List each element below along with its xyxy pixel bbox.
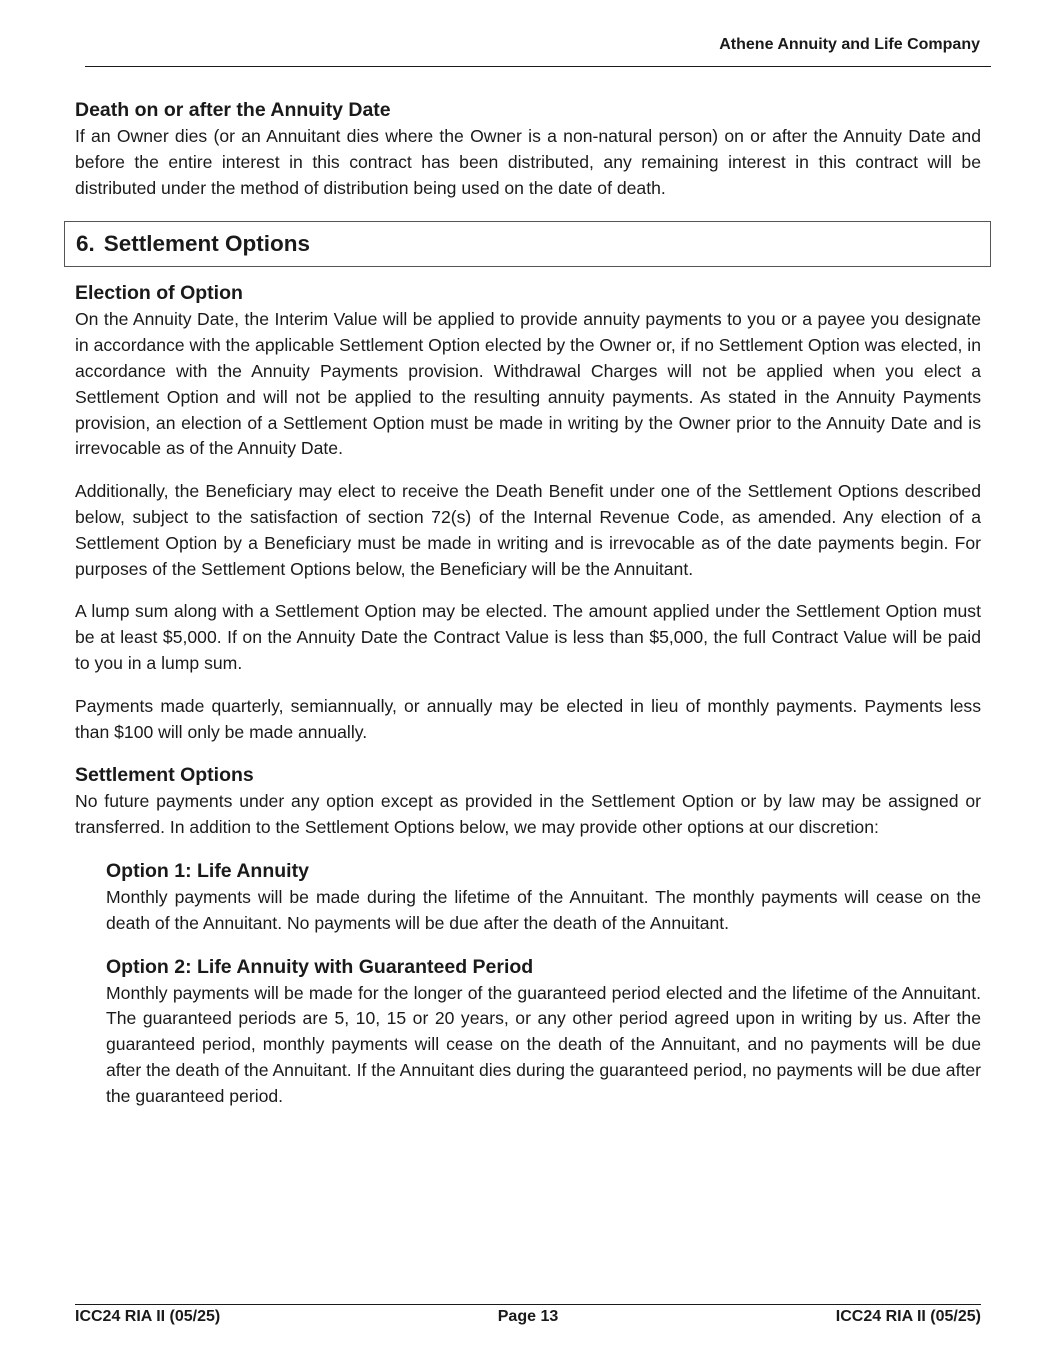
page-content	[75, 98, 981, 1110]
option-2-text: Monthly payments will be made for the longer of the guaranteed period elected and the lifetime of the Annuitant. The guaranteed periods are 5, 10, 15 or 20 years, or any other period agreed upon in writing by us. After the guaranteed period, monthly payments will cease on the death of the Annuitant, and no payments will be due after the death of the Annuitant. If the Annuitant dies during the guaranteed period, no payments will be due after the guaranteed period.	[106, 982, 981, 1106]
footer-divider	[75, 1304, 981, 1305]
option-1-text: Monthly payments will be made during the lifetime of the Annuitant. The monthly payments will cease on the death of the Annuitant. No payments will be due after the death of the Annuitant.	[106, 886, 981, 933]
settlement-options-heading: Settlement Options	[75, 764, 254, 787]
section-number: 6.	[76, 231, 95, 257]
option-2-heading: Option 2: Life Annuity with Guaranteed Period	[106, 955, 534, 978]
death-after-annuity-date-block	[75, 98, 981, 201]
death-after-text: If an Owner dies (or an Annuitant dies where the Owner is a non-natural person) on or after the Annuity Date and before the entire interest in this contract has been distributed, any remaining interest in this contract will be distributed under the method of distribution being used on the date of death.	[75, 126, 981, 198]
option-1-block	[106, 859, 981, 937]
death-after-heading: Death on or after the Annuity Date	[75, 99, 391, 121]
header-company-name: Athene Annuity and Life Company	[719, 36, 980, 53]
election-heading: Election of Option	[75, 282, 243, 305]
election-paragraph-4: Payments made quarterly, semiannually, or annually may be elected in lieu of monthly payments. Payments less than $100 will only be made annually.	[75, 695, 981, 742]
option-1-heading: Option 1: Life Annuity	[106, 859, 309, 882]
election-paragraph-2: Additionally, the Beneficiary may elect to receive the Death Benefit under one of the Settlement Options described below, subject to the satisfaction of section 72(s) of the Internal Revenue Code, as amended. Any election of a Settlement Option by a Beneficiary must be made in writing and is irrevocable as of the date payments begin. For purposes of the Settlement Options below, the Beneficiary will be the Annuitant.	[75, 481, 981, 579]
option-2-block	[106, 955, 981, 1110]
section-6-title-box	[64, 221, 991, 267]
page-footer	[75, 1308, 981, 1328]
footer-form-number-left: ICC24 RIA II (05/25)	[75, 1308, 221, 1325]
settlement-options-block	[75, 763, 981, 1109]
section-title: Settlement Options	[103, 231, 311, 257]
election-paragraph-3: A lump sum along with a Settlement Option may be elected. The amount applied under the Settlement Option must be at least $5,000. If on the Annuity Date the Contract Value is less than $5,000, the full Contract Value will be paid to you in a lump sum.	[75, 601, 981, 673]
header-divider	[85, 66, 991, 67]
election-of-option-block	[75, 281, 981, 745]
election-paragraph-1: On the Annuity Date, the Interim Value will be applied to provide annuity payments to you or a payee you designate in accordance with the applicable Settlement Option elected by the Owner or, if no Settlement Option was elected, in accordance with the Annuity Payments provision. Withdrawal Charges will not be applied when you elect a Settlement Option and will not be applied to the resulting annuity payments. As stated in the Annuity Payments provision, an election of a Settlement Option must be made in writing by the Owner prior to the Annuity Date and is irrevocable as of the Annuity Date.	[75, 309, 981, 459]
footer-form-number-right: ICC24 RIA II (05/25)	[835, 1308, 981, 1325]
settlement-options-text: No future payments under any option except as provided in the Settlement Option or by law may be assigned or transferred. In addition to the Settlement Options below, we may provide other options at our discretion:	[75, 791, 981, 838]
footer-page-number: Page 13	[497, 1308, 559, 1325]
